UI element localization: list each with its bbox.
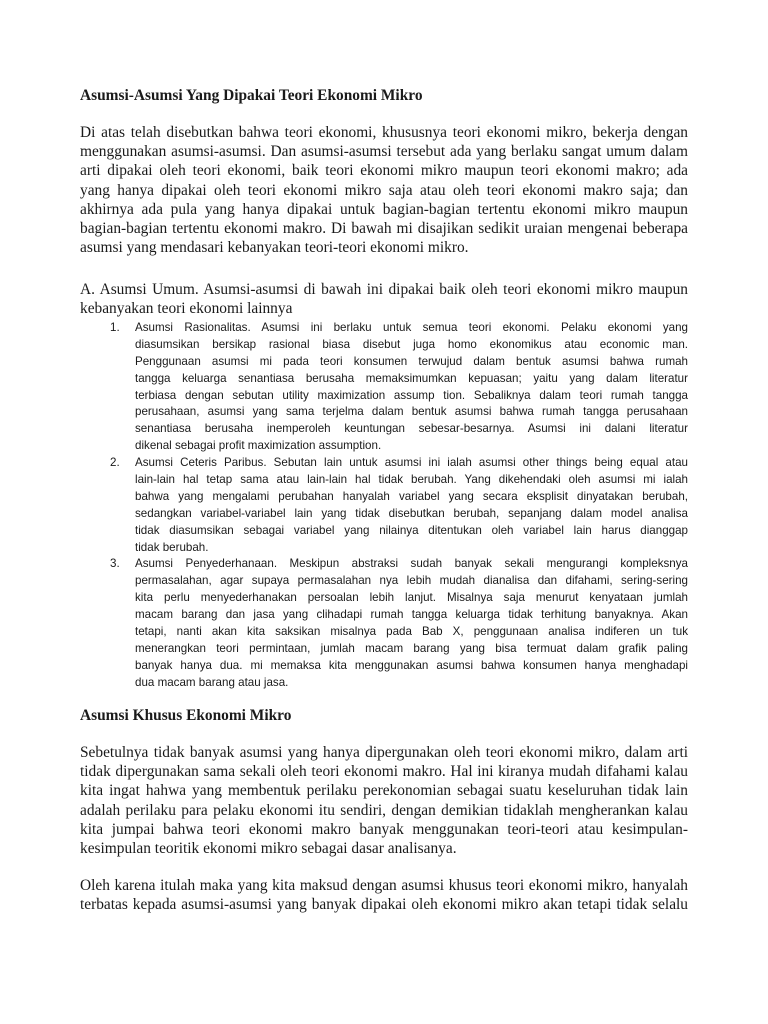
list-item xyxy=(110,320,688,455)
list-number: 1. xyxy=(110,321,120,334)
text-line: terbiasa dengan sebutan utility maximization assump tion. Sebaliknya dalam teori rumah tangga xyxy=(135,388,688,402)
text-line: kita ingat hahwa yang membentuk perilaku perekonomian sebagai suatu keseluruhan tidak lain xyxy=(80,782,688,800)
list-item-text xyxy=(135,556,688,691)
heading-asumsi-asumsi: Asumsi-Asumsi Yang Dipakai Teori Ekonomi Mikro xyxy=(80,87,423,104)
heading-asumsi-khusus: Asumsi Khusus Ekonomi Mikro xyxy=(80,707,292,724)
text-line: kesimpulan teoritik ekonomi mikro sebagai dasar analisanya. xyxy=(80,839,457,857)
paragraph-asumsi-umum xyxy=(80,280,688,318)
text-line: adalah perilaku para pelaku ekonomi itu sendiri, dengan demikian tidaklah mengherankan kalau xyxy=(80,801,688,819)
text-line: bahwa yang mengalami perubahan hanyalah variabel yang secara eksplisit dinyatakan berubah, xyxy=(135,489,688,503)
text-line: sedangkan variabel-variabel lain yang tidak disebutkan berubah, sepanjang dalam model analisa xyxy=(135,506,688,520)
text-line: tidak diasumsikan sebagai variabel yang nilainya ditentukan oleh variabel lain harus dianggap xyxy=(135,523,688,537)
list-number: 3. xyxy=(110,557,120,571)
text-line: senantiasa berusaha inemperoleh keuntungan sebesar-besarnya. Asumsi ini dalani literatur xyxy=(135,422,688,436)
assumption-list xyxy=(110,320,688,692)
text-line: banyak hanya dua. mi memaksa kita menggunakan asumsi bahwa konsumen hanya menghadapi xyxy=(135,658,688,672)
paragraph-intro xyxy=(80,123,688,257)
paragraph-khusus xyxy=(80,743,688,858)
text-line: kita perlu menyederhanakan persoalan lebih lanjut. Misalnya saja menurut kenyataan jumlah xyxy=(135,591,688,605)
text-line: yang hanya dipakai oleh teori ekonomi mikro saja atau oleh teori ekonomi makro saja; dan xyxy=(80,181,688,199)
text-line: asumsi yang mendasari kebanyakan teori-teori ekonomi mikro. xyxy=(80,239,469,257)
text-line: tangga keluarga senantiasa berusaha memaksimumkan kepuasan; yaitu yang dalam literatur xyxy=(135,371,688,385)
text-line: tetapi, nanti akan kita saksikan misalnya pada Bab X, penggunaan analisa indiferen un tuk xyxy=(135,625,688,639)
list-number: 2. xyxy=(110,456,120,470)
text-line: kita jumpai bahwa teori ekonomi makro banyak menggunakan teori-teori atau kesimpulan- xyxy=(80,820,688,838)
list-item xyxy=(110,455,688,556)
text-line: Asumsi Rasionalitas. Asumsi ini berlaku untuk semua teori ekonomi. Pelaku ekonomi yang xyxy=(135,321,688,334)
text-line: arti dipakai oleh teori ekonomi, baik teori ekonomi mikro maupun teori ekonomi makro; ada xyxy=(80,162,688,180)
text-line: menggunakan asumsi-asumsi. Dan asumsi-asumsi tersebut ada yang berlaku sangat umum dalam xyxy=(80,143,688,161)
text-line: Asumsi Penyederhanaan. Meskipun abstraksi sudah banyak sekali mengurangi kompleksnya xyxy=(135,557,688,571)
paragraph-oleh-karena xyxy=(80,876,688,914)
text-line: diasumsikan bersikap rasional biasa disebut juga homo ekonomikus atau economic man. xyxy=(135,337,688,351)
text-line: Oleh karena itulah maka yang kita maksud dengan asumsi khusus teori ekonomi mikro, hanyalah xyxy=(80,877,688,894)
text-line: dua macam barang atau jasa. xyxy=(135,675,289,689)
text-line: Asumsi Ceteris Paribus. Sebutan lain untuk asumsi ini ialah asumsi other things being equal atau xyxy=(135,456,688,470)
text-line: Penggunaan asumsi mi pada teori konsumen terwujud dalam bentuk asumsi bahwa rumah xyxy=(135,354,688,368)
text-line: macam barang dan jasa yang clihadapi rumah tangga keluarga tidak terhitung banyaknya. Akan xyxy=(135,608,688,622)
text-line: akhirnya ada pula yang hanya dipakai untuk bagian-bagian tertentu ekonomi mikro maupun xyxy=(80,200,688,218)
text-line: dikenal sebagai profit maximization assumption. xyxy=(135,439,382,453)
text-line: permasalahan, agar supaya permasalahan nya lebih mudah dianalisa dan difahami, sering-sering xyxy=(135,574,688,588)
list-item-text xyxy=(135,320,688,455)
list-item xyxy=(110,556,688,691)
text-line: Sebetulnya tidak banyak asumsi yang hanya dipergunakan oleh teori ekonomi mikro, dalam arti xyxy=(80,744,688,761)
text-line: terbatas kepada asumsi-asumsi yang banyak dipakai oleh ekonomi mikro akan tetapi tidak selalu xyxy=(80,896,688,914)
text-line: Di atas telah disebutkan bahwa teori ekonomi, khususnya teori ekonomi mikro, bekerja dengan xyxy=(80,124,688,141)
list-item-text xyxy=(135,455,688,556)
text-line: tidak dipergunakan sama sekali oleh teori ekonomi makro. Hal ini kiranya mudah difahami kalau xyxy=(80,763,688,781)
text-line: lain-lain hal tetap sama atau lain-lain hal tidak berubah. Yang dikehendaki oleh asumsi mi ialah xyxy=(135,473,688,487)
text-line: bagian-bagian tertentu ekonomi makro. Di bawah mi disajikan sedikit uraian mengenai beberapa xyxy=(80,219,688,237)
text-line: A. Asumsi Umum. Asumsi-asumsi di bawah ini dipakai baik oleh teori ekonomi mikro maupun xyxy=(80,281,688,298)
text-line: tidak berubah. xyxy=(135,540,209,554)
text-line: kebanyakan teori ekonomi lainnya xyxy=(80,300,293,318)
text-line: perusahaan, asumsi yang sama terjelma dalam bentuk asumsi bahwa rumah tangga perusahaan xyxy=(135,405,688,419)
text-line: menerangkan teori permintaan, jumlah macam barang yang bisa termuat dalam grafik paling xyxy=(135,641,688,655)
